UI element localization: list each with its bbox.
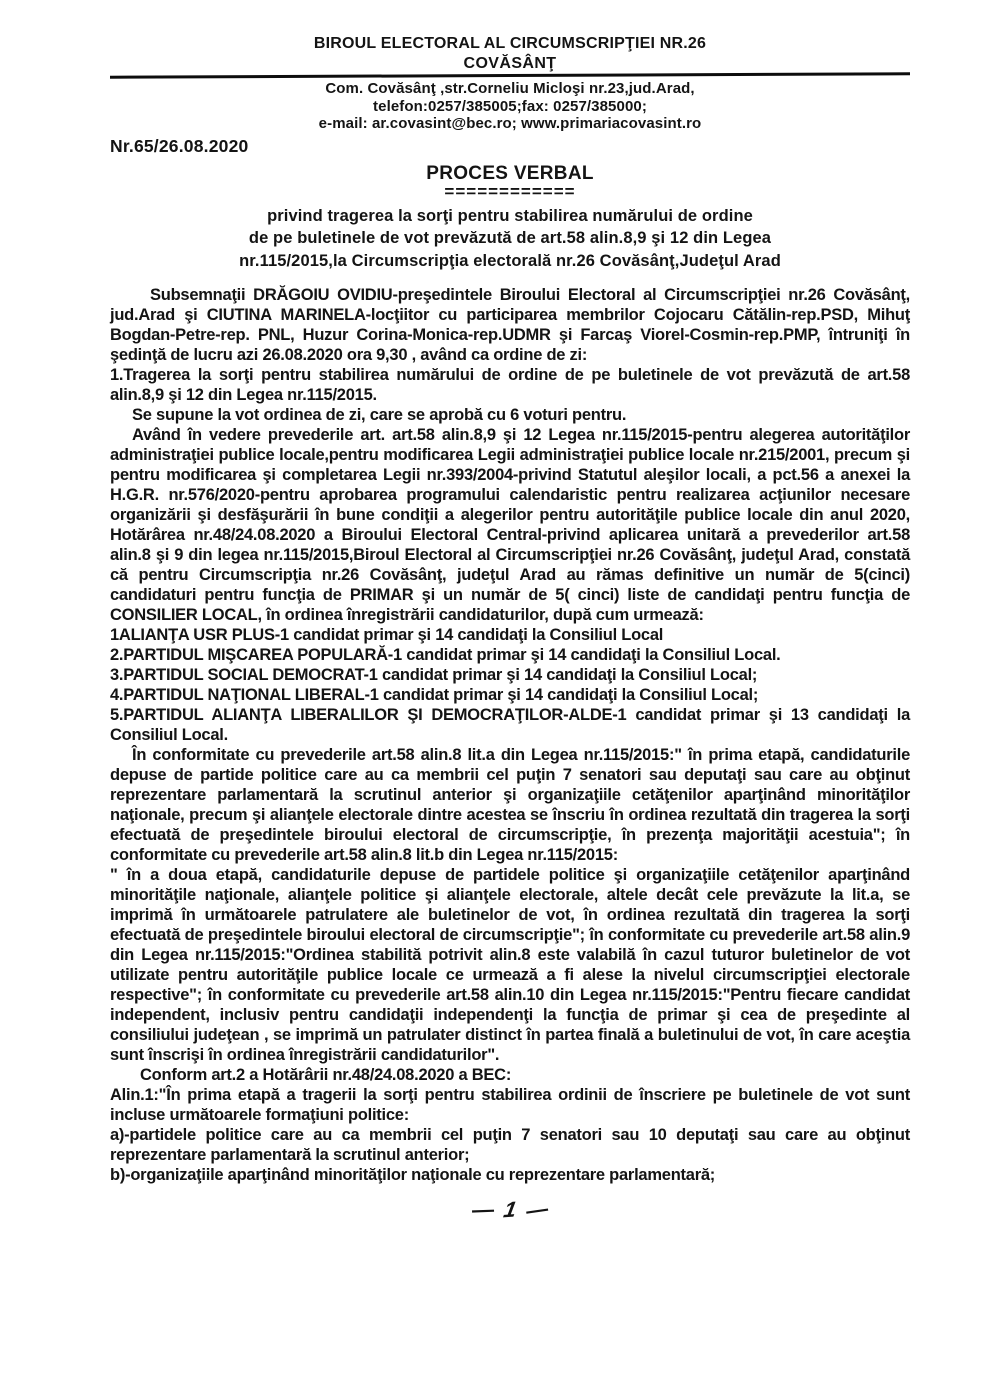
legal-quote-art58-alin8-lit-a: În conformitate cu prevederile art.58 alin.8 lit.a din Legea nr.115/2015:" în prima etapă, candidaturile depuse de partide politice care au ca membrii cel puţin 7 senatori sau deputaţi sau care au obţinut reprezentare parlamentară la scrutinul anterior şi organizaţiile cetăţenilor aparţinând minorităţilor naţionale, precum şi alianţele electorale dintre acestea se înscriu în ordinea rezultată din tragerea la sorţi efectuată de preşedintele biroului electoral de circumscripţie, în prezenţa majorităţii acestuia"; în conformitate cu prevederile art.58 alin.8 lit.b din Legea nr.115/2015: [110,746,910,864]
address-line: Com. Covăsânţ ,str.Corneliu Micloşi nr.23,jud.Arad, [325,80,695,97]
document-column [110,34,910,1223]
candidate-list-item-5: 5.PARTIDUL ALIANŢA LIBERALILOR ŞI DEMOCRAŢILOR-ALDE-1 candidat primar şi 13 candidaţi la Consiliul Local. [110,706,910,744]
subtitle-line-2: de pe buletinele de vot prevăzută de art.58 alin.8,9 şi 12 din Legea [248,229,772,247]
page-number-dash-right: — [524,1195,550,1224]
candidate-list-item-1: 1ALIANŢA USR PLUS-1 candidat primar şi 14 candidaţi la Consiliul Local [110,626,664,644]
candidate-list-item-3: 3.PARTIDUL SOCIAL DEMOCRAT-1 candidat primar şi 14 candidaţi la Consiliul Local; [110,666,758,684]
document-body [110,285,910,1185]
letterhead-rule [110,72,910,78]
candidate-list-item-2: 2.PARTIDUL MIŞCAREA POPULARĂ-1 candidat primar şi 14 candidaţi la Consiliul Local. [110,646,781,664]
bec-decision-heading: Conform art.2 a Hotărârii nr.48/24.08.2020 a BEC: [140,1066,512,1084]
candidate-list-item-4: 4.PARTIDUL NAŢIONAL LIBERAL-1 candidat primar şi 14 candidaţi la Consiliul Local; [110,686,759,704]
page-number-dash-left: — [471,1196,495,1223]
subtitle-line-3: nr.115/2015,la Circumscripţia electorală nr.26 Covăsânţ,Judeţul Arad [239,251,781,270]
document-subtitle [110,205,910,273]
page-footer [110,1197,910,1223]
title-block [110,163,910,273]
list-item-b: b)-organizaţiile aparţinând minorităţilor naţionale cu reprezentare parlamentară; [110,1166,716,1184]
agenda-item-1: 1.Tragerea la sorţi pentru stabilirea numărului de ordine de pe buletinele de vot prevăzută de art.58 alin.8,9 şi 12 din Legea nr.115/2015. [110,366,910,404]
organization-name-line2: COVĂSÂNŢ [463,55,557,72]
page-number: 1 [501,1196,519,1223]
document-number: Nr.65/26.08.2020 [110,135,249,156]
email-website-line: e-mail: ar.covasint@bec.ro; www.primariacovasint.ro [318,115,702,132]
title-separator: ============ [444,181,576,201]
list-item-a: a)-partidele politice care au ca membrii cel puţin 7 senatori sau 10 deputaţi sau care au obţinut reprezentare parlamentară la scrutinul anterior; [110,1126,910,1164]
vote-result-paragraph: Se supune la vot ordinea de zi, care se aprobă cu 6 voturi pentru. [132,406,627,424]
legal-preamble-paragraph: Având în vedere prevederile art. art.58 alin.8,9 şi 12 Legea nr.115/2015-pentru alegerea autorităţilor administraţiei publice locale,pentru modificarea Legii administraţiei publice locale nr.215/2001, precum şi pentru modificarea şi completarea Legii nr.393/2004-privind Statutul aleşilor locali, a pct.56 a anexei la H.G.R. nr.576/2020-pentru aprobarea programului calendaristic pentru realizarea acţiunilor necesare organizării şi desfăşurării în bune condiţii a alegerilor pentru autorităţile publice locale din anul 2020, Hotărârea nr.48/24.08.2020 a Biroului Electoral Central-privind aplicarea unitară a prevederilor art.58 alin.8 şi 9 din legea nr.115/2015,Biroul Electoral al Circumscripţiei nr.26 Covăsânţ, judeţul Arad, constată că pentru Circumscripţia nr.26 Covăsânţ, judeţul Arad au rămas definitive un număr de 5(cinci) candidaturi pentru funcţia de PRIMAR şi un număr de 5( cinci) liste de candidaţi pentru funcţia de CONSILIER LOCAL, în ordinea înregistrării candidaturilor, după cum urmează: [110,426,910,624]
document-title: PROCES VERBAL [426,162,594,184]
legal-quote-art58-alin8-lit-b: " în a doua etapă, candidaturile depuse de partidele politice şi organizaţiile cetăţenilor aparţinând minorităţile naţionale, alianţele politice şi alianţele electorale, altele decât cele prevăzute la lit.a, se imprimă în următoarele patrulatere ale buletinelor de vot, în ordinea rezultată din tragerea la sorţi efectuată de preşedintele biroului electoral de circumscripţie"; în conformitate cu prevederile art.58 alin.9 din Legea nr.115/2015:"Ordinea stabilită potrivit alin.8 este valabilă în cazul tuturor buletinelor de vot utilizate pentru autorităţile publice locale ce urmează a fi alese la nivelul circumscripţiei electorale respective"; în conformitate cu prevederile art.58 alin.10 din Legea nr.115/2015:"Pentru fiecare candidat independent, inclusiv pentru candidaţii independenţi la funcţia de primar şi cea de preşedinte al consiliului judeţean , se imprimă un patrulater distinct în partea finală a buletinului de vot, în care aceştia sunt înscrişi în ordinea înregistrării candidaturilor". [110,866,910,1064]
letterhead [110,34,910,156]
phone-fax-line: telefon:0257/385005;fax: 0257/385000; [373,97,647,115]
subtitle-line-1: privind tragerea la sorţi pentru stabilirea numărului de ordine [267,206,753,225]
bec-decision-alin1: Alin.1:"În prima etapă a tragerii la sorţi pentru stabilirea ordinii de înscriere pe buletinele de vot sunt incluse următoarele formaţiuni politice: [110,1086,910,1124]
intro-paragraph: Subsemnaţii DRĂGOIU OVIDIU-preşedintele Biroului Electoral al Circumscripţiei nr.26 Covăsânţ, jud.Arad şi CIUTINA MARINELA-locţiitor cu participarea membrilor Cojocaru Cătălin-rep.PSD, Mihuţ Bogdan-Petre-rep. PNL, Huzur Corina-Monica-rep.UDMR şi Farcaş Viorel-Cosmin-rep.PMP, întruniţi în şedinţă de lucru azi 26.08.2020 ora 9,30 , având ca ordine de zi: [110,286,910,364]
organization-name-line1: BIROUL ELECTORAL AL CIRCUMSCRIPŢIEI NR.26 [313,35,707,52]
